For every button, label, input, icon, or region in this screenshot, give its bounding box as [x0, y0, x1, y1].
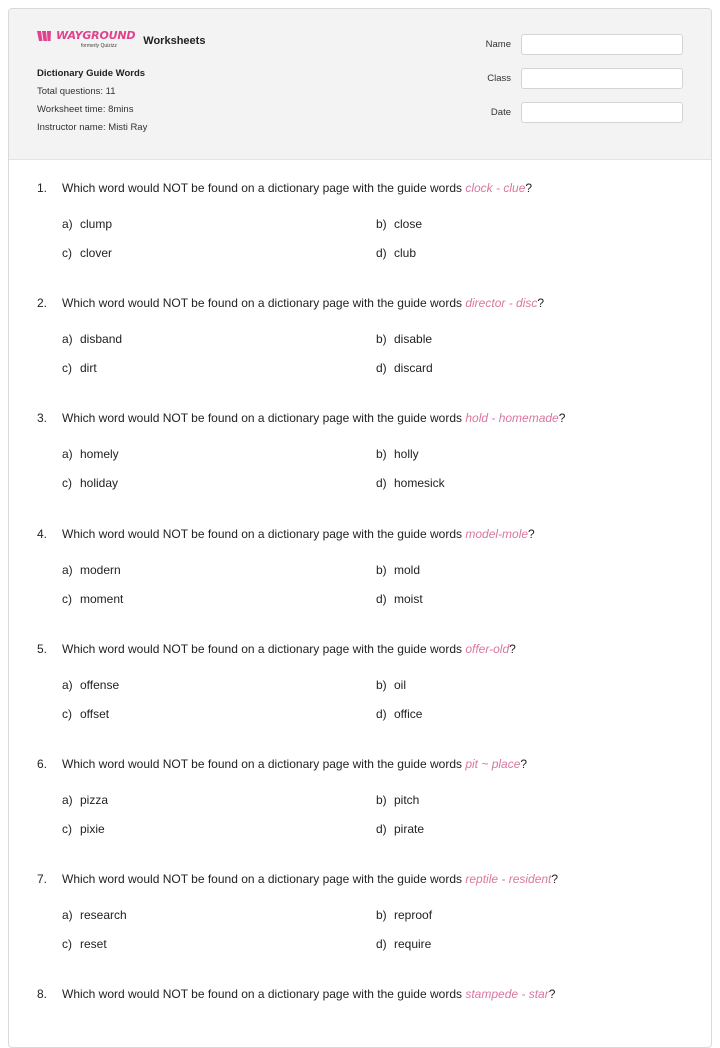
- logo-subtext: formerly Quizizz: [81, 43, 117, 49]
- question-number: 4.: [37, 526, 48, 541]
- option-letter: d): [376, 937, 387, 952]
- question-prompt: Which word would NOT be found on a dictionary page with the guide words: [62, 987, 466, 1002]
- option-text: offset: [80, 706, 110, 721]
- option-letter: d): [376, 706, 387, 721]
- class-field[interactable]: [521, 68, 683, 89]
- option-text: pitch: [394, 793, 420, 807]
- answer-option[interactable]: [376, 246, 416, 260]
- guide-words: offer-old: [465, 641, 510, 656]
- answer-option[interactable]: [62, 592, 123, 606]
- option-letter: c): [62, 246, 72, 260]
- question-number: 3.: [37, 411, 48, 426]
- question-prompt: Which word would NOT be found on a dictionary page with the guide words: [62, 872, 466, 887]
- answer-option[interactable]: [62, 908, 127, 922]
- brand-row: [37, 29, 205, 49]
- question-mark: ?: [537, 296, 545, 311]
- guide-words: pit ~ place: [465, 757, 521, 771]
- guide-words: clock - clue: [465, 181, 526, 195]
- question-number: 2.: [37, 296, 48, 311]
- option-letter: a): [62, 908, 73, 923]
- option-letter: b): [376, 677, 387, 692]
- option-letter: a): [62, 562, 73, 577]
- name-field[interactable]: [521, 34, 683, 55]
- option-letter: b): [376, 908, 387, 923]
- option-text: discard: [394, 361, 433, 376]
- question-prompt: Which word would NOT be found on a dictionary page with the guide words: [62, 181, 466, 195]
- answer-option[interactable]: [62, 332, 122, 346]
- guide-words: stampede - star: [465, 987, 549, 1002]
- option-text: holiday: [80, 476, 119, 491]
- logo-mark-icon: [37, 30, 53, 42]
- option-text: research: [80, 908, 127, 923]
- question-text: [37, 181, 532, 195]
- answer-option[interactable]: [376, 563, 420, 577]
- answer-option[interactable]: [62, 361, 97, 375]
- answer-option[interactable]: [62, 217, 112, 231]
- question-mark: ?: [520, 757, 528, 771]
- option-text: disband: [80, 332, 123, 347]
- date-field[interactable]: [521, 102, 683, 123]
- option-text: club: [394, 246, 417, 260]
- answer-option[interactable]: [376, 793, 419, 807]
- answer-option[interactable]: [62, 476, 118, 490]
- date-row: [486, 102, 683, 123]
- question-text: [37, 527, 535, 541]
- answer-option[interactable]: [376, 678, 406, 692]
- instructor-name: Instructor name: Misti Ray: [37, 122, 148, 133]
- worksheet-time: Worksheet time: 8mins: [37, 104, 134, 115]
- product-name: Worksheets: [143, 35, 206, 47]
- option-letter: b): [376, 447, 387, 462]
- worksheet-title: Dictionary Guide Words: [37, 68, 146, 79]
- answer-option[interactable]: [62, 563, 121, 577]
- date-label: Date: [490, 107, 511, 118]
- option-letter: d): [376, 246, 387, 260]
- option-text: pizza: [80, 793, 109, 807]
- answer-option[interactable]: [376, 937, 431, 951]
- student-fields: [486, 34, 683, 136]
- option-text: oil: [394, 677, 407, 692]
- option-text: require: [394, 937, 432, 952]
- option-text: pirate: [394, 822, 425, 836]
- logo: [37, 29, 135, 49]
- question-number: 5.: [37, 641, 48, 656]
- option-letter: a): [62, 447, 73, 462]
- question-number: 1.: [37, 181, 48, 195]
- worksheet-meta: [37, 68, 147, 140]
- answer-option[interactable]: [376, 707, 422, 721]
- question-mark: ?: [509, 641, 516, 656]
- option-text: reset: [80, 937, 107, 952]
- option-letter: a): [62, 793, 73, 807]
- answer-option[interactable]: [62, 447, 119, 461]
- option-text: office: [394, 706, 423, 721]
- answer-option[interactable]: [376, 822, 424, 836]
- answer-option[interactable]: [376, 908, 432, 922]
- option-letter: d): [376, 361, 387, 376]
- guide-words: model-mole: [465, 526, 529, 541]
- option-text: disable: [394, 332, 433, 347]
- answer-option[interactable]: [62, 793, 108, 807]
- option-letter: d): [376, 476, 387, 491]
- option-letter: d): [376, 591, 387, 606]
- option-text: dirt: [80, 361, 97, 376]
- answer-option[interactable]: [62, 822, 105, 836]
- answer-option[interactable]: [62, 707, 109, 721]
- question-text: [37, 411, 565, 425]
- answer-option[interactable]: [62, 246, 112, 260]
- guide-words: reptile - resident: [465, 872, 552, 887]
- answer-option[interactable]: [62, 678, 119, 692]
- question-text: [37, 296, 544, 310]
- answer-option[interactable]: [376, 332, 432, 346]
- option-letter: b): [376, 793, 387, 807]
- option-letter: b): [376, 562, 387, 577]
- option-letter: c): [62, 361, 72, 376]
- option-letter: d): [376, 822, 387, 836]
- option-letter: c): [62, 937, 72, 952]
- question-mark: ?: [558, 411, 566, 426]
- class-row: [486, 68, 683, 89]
- option-letter: a): [62, 332, 73, 347]
- question-prompt: Which word would NOT be found on a dictionary page with the guide words: [62, 526, 466, 541]
- option-text: offense: [80, 677, 120, 692]
- question-number: 8.: [37, 987, 48, 1002]
- option-letter: c): [62, 591, 72, 606]
- option-text: homely: [80, 447, 119, 462]
- question-prompt: Which word would NOT be found on a dictionary page with the guide words: [62, 296, 466, 311]
- question-text: [37, 642, 516, 656]
- question-text: [37, 872, 558, 886]
- worksheet-page: [8, 8, 712, 1048]
- option-letter: c): [62, 706, 72, 721]
- option-text: mold: [394, 562, 421, 577]
- question-mark: ?: [528, 526, 535, 541]
- question-prompt: Which word would NOT be found on a dictionary page with the guide words: [62, 411, 466, 426]
- option-text: clump: [80, 217, 113, 231]
- question-number: 7.: [37, 872, 48, 887]
- name-label: Name: [485, 39, 511, 50]
- option-text: moment: [80, 591, 124, 606]
- class-label: Class: [487, 73, 511, 84]
- question-prompt: Which word would NOT be found on a dictionary page with the guide words: [62, 641, 466, 656]
- option-text: moist: [394, 591, 423, 606]
- option-text: pixie: [80, 822, 105, 836]
- answer-option[interactable]: [376, 476, 445, 490]
- guide-words: hold - homemade: [465, 411, 559, 426]
- option-letter: c): [62, 822, 72, 836]
- option-text: modern: [80, 562, 121, 577]
- option-text: homesick: [394, 476, 445, 491]
- option-letter: c): [62, 476, 72, 491]
- question-mark: ?: [548, 987, 556, 1002]
- name-row: [486, 34, 683, 55]
- logo-text: WAYGROUND: [56, 29, 136, 42]
- option-text: reproof: [394, 908, 433, 923]
- option-text: holly: [394, 447, 419, 462]
- option-letter: a): [62, 217, 73, 231]
- answer-option[interactable]: [376, 361, 433, 375]
- question-text: [37, 987, 555, 1001]
- answer-option[interactable]: [376, 447, 419, 461]
- question-text: [37, 757, 527, 771]
- option-text: close: [394, 217, 423, 231]
- question-prompt: Which word would NOT be found on a dictionary page with the guide words: [62, 757, 466, 771]
- option-letter: b): [376, 332, 387, 347]
- answer-option[interactable]: [376, 217, 422, 231]
- question-mark: ?: [525, 181, 533, 195]
- guide-words: director - disc: [465, 296, 538, 311]
- worksheet-header: [9, 9, 711, 160]
- option-letter: a): [62, 677, 73, 692]
- answer-option[interactable]: [376, 592, 423, 606]
- option-text: clover: [80, 246, 113, 260]
- question-number: 6.: [37, 757, 48, 771]
- answer-option[interactable]: [62, 937, 107, 951]
- total-questions: Total questions: 11: [37, 86, 116, 97]
- option-letter: b): [376, 217, 387, 231]
- question-mark: ?: [551, 872, 559, 887]
